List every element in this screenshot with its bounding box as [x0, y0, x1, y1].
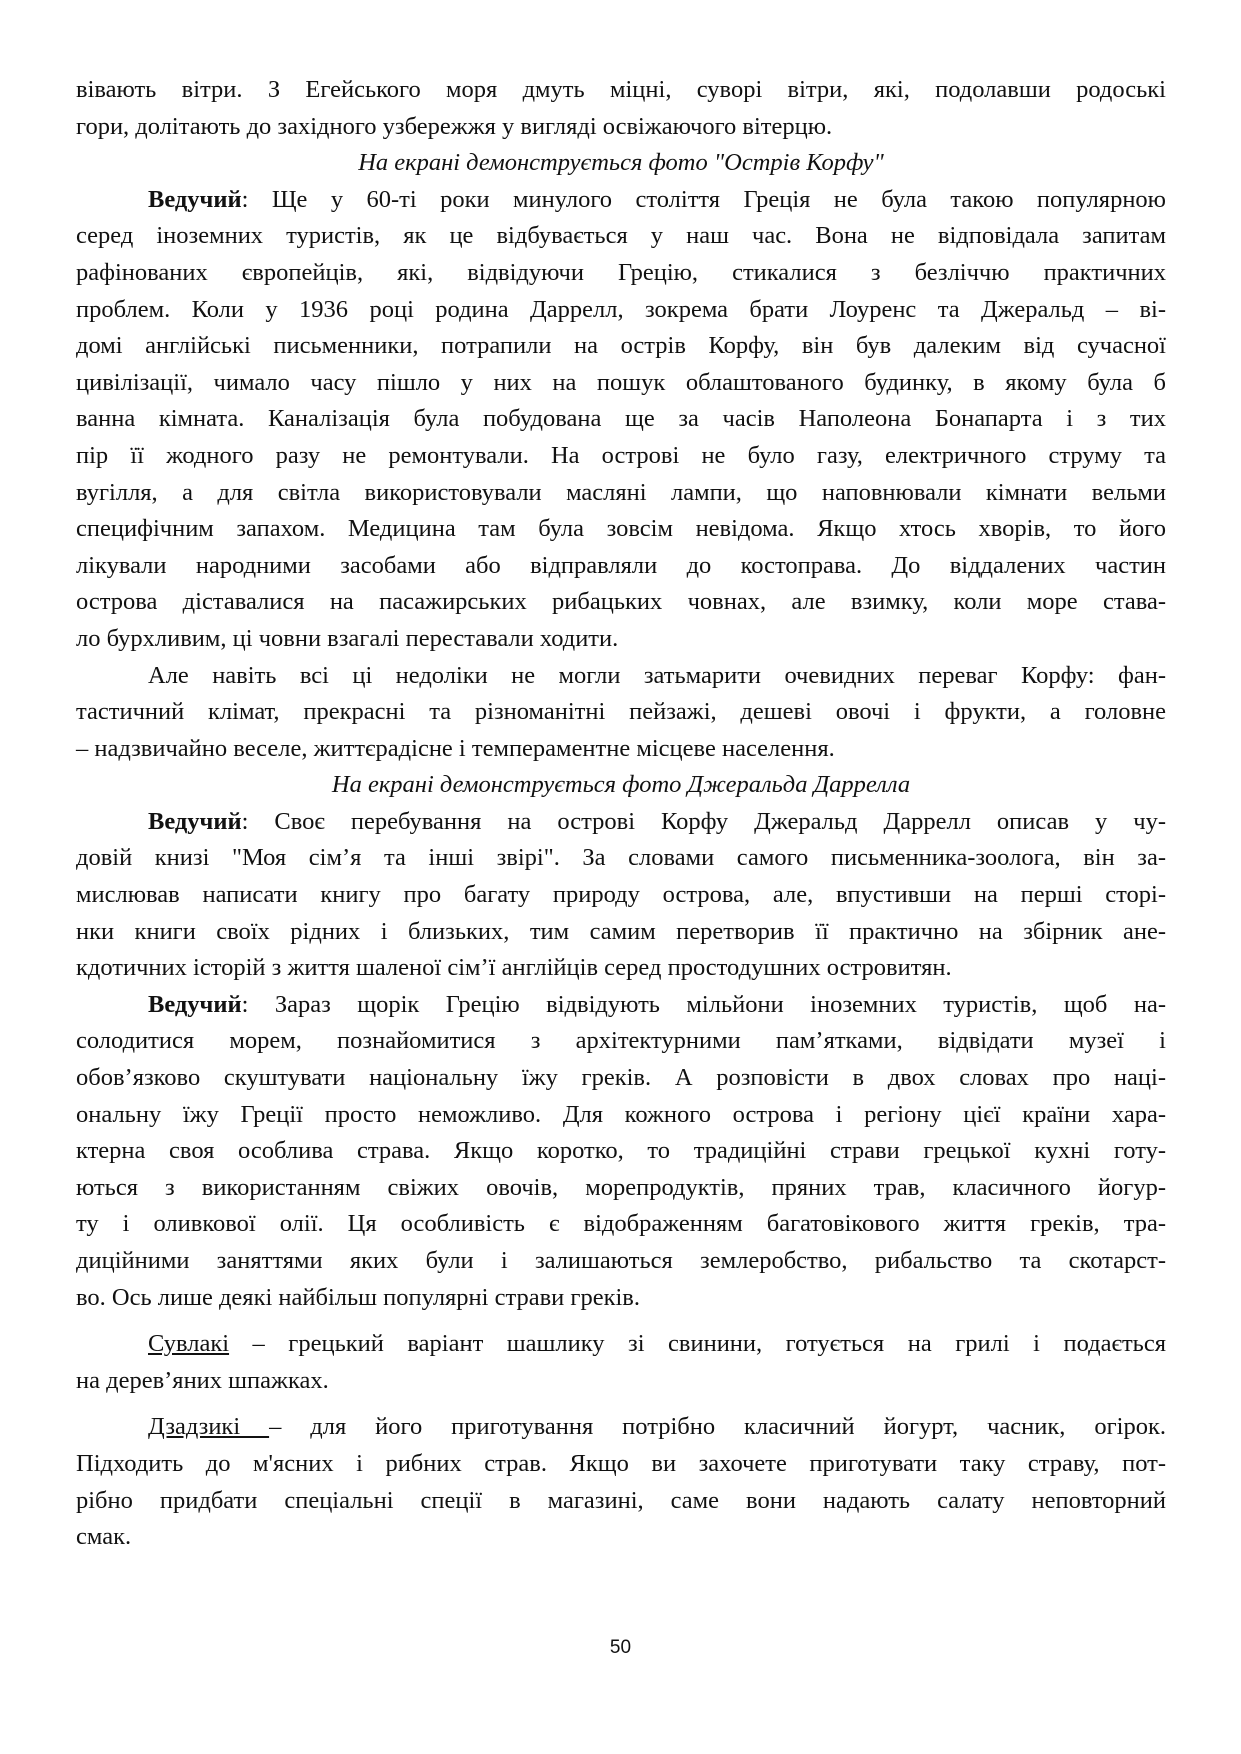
text-line: кдотичних історій з життя шаленої сім’ї англійців серед простодушних островитян. [76, 954, 952, 982]
stage-direction-durrell: На екрані демонструється фото Джеральда Даррелла [331, 771, 911, 799]
paragraph-host-durrell-book [76, 804, 1166, 987]
text-line: вівають вітри. З Егейського моря дмуть міцні, суворі вітри, які, подолавши родоські [76, 76, 1166, 103]
text-line: солодитися морем, познайомитися з архітектурними пам’ятками, відвідати музеї і [76, 1027, 1166, 1055]
text-line: проблем. Коли у 1936 році родина Даррелл, зокрема брати Лоуренс та Джеральд – ві- [76, 295, 1166, 323]
text-line: домі англійські письменники, потрапили на острів Корфу, він був далеким від сучасної [76, 332, 1166, 360]
text-line: во. Ось лише деякі найбільш популярні страви греків. [76, 1283, 640, 1311]
text-span: : Ще у 60-ті роки минулого століття Греція не була такою популярною [241, 185, 1166, 213]
dish-name-tzatziki: Дзадзикі [148, 1413, 270, 1441]
text-line: обов’язково скуштувати національну їжу греків. А розповісти в двох словах про наці- [76, 1064, 1166, 1092]
text-line: лікували народними засобами або відправляли до костоправа. До віддалених частин [76, 551, 1166, 579]
stage-direction-corfu: На екрані демонструється фото "Острів Корфу" [358, 149, 884, 177]
text-line: вугілля, а для світла використовували масляні лампи, що наповнювали кімнати вельми [76, 478, 1166, 506]
text-line: рафінованих європейців, які, відвідуючи Грецію, стикалися з безліччю практичних [76, 258, 1166, 286]
text-span: – для його приготування потрібно класичний йогурт, часник, огірок. [269, 1413, 1166, 1441]
text-line: нки книги своїх рідних і близьких, тим самим перетворив її практично на збірник ане- [76, 917, 1166, 945]
paragraph-winds [76, 72, 1166, 145]
text-line: Підходить до м'ясних і рибних страв. Якщо ви захочете приготувати таку страву, пот- [76, 1449, 1166, 1477]
paragraph-host-corfu-history [76, 182, 1166, 658]
text-line: пір її жодного разу не ремонтували. На острові не було газу, електричного струму та [76, 441, 1166, 469]
text-line [76, 1326, 1166, 1363]
text-line: ло бурхливим, ці човни взагалі переставали ходити. [76, 624, 619, 652]
text-line: диційними заняттями яких були і залишаються землеробство, рибальство та скотарст- [76, 1247, 1166, 1274]
speaker-label: Ведучий [148, 807, 242, 835]
text-line: серед іноземних туристів, як це відбувається у наш час. Вона не відповідала запитам [76, 222, 1166, 250]
text-line: ональну їжу Греції просто неможливо. Для кожного острова і регіону цієї країни хара- [76, 1100, 1166, 1128]
text-line: ванна кімната. Каналізація була побудована ще за часів Наполеона Бонапарта і з тих [76, 405, 1166, 433]
paragraph-host-greek-food [76, 987, 1166, 1316]
text-line: мислював написати книгу про багату природу острова, але, впустивши на перші сторі- [76, 881, 1166, 909]
speaker-label: Ведучий [148, 990, 242, 1018]
paragraph-souvlaki [76, 1326, 1166, 1399]
text-line [76, 987, 1166, 1024]
text-span: : Зараз щорік Грецію відвідують мільйони іноземних туристів, щоб на- [241, 990, 1166, 1018]
text-line: ктерна своя особлива страва. Якщо коротко, то традиційні страви грецької кухні готу- [76, 1137, 1166, 1165]
text-line: рібно придбати спеціальні спеції в магазині, саме вони надають салату неповторний [76, 1486, 1166, 1514]
text-line [76, 1409, 1166, 1446]
text-span: : Своє перебування на острові Корфу Джеральд Даррелл описав у чу- [241, 807, 1166, 835]
text-line: цивілізації, чимало часу пішло у них на пошук облаштованого будинку, в якому була б [76, 368, 1166, 396]
text-line: острова діставалися на пасажирських рибацьких човнах, але взимку, коли море става- [76, 588, 1166, 616]
text-line: ту і оливкової олії. Ця особливість є відображенням багатовікового життя греків, тра- [76, 1210, 1166, 1238]
page-number: 50 [609, 1637, 632, 1658]
text-line: ються з використанням свіжих овочів, морепродуктів, пряних трав, класичного йогур- [76, 1173, 1166, 1201]
dish-name-souvlaki: Сувлакі [148, 1330, 230, 1358]
text-span: – грецький варіант шашлику зі свинини, готується на грилі і подається [229, 1330, 1166, 1358]
text-line: смак. [76, 1523, 132, 1551]
text-line: довій книзі "Моя сім’я та інші звірі". За словами самого письменника-зоолога, він за- [76, 844, 1166, 872]
speaker-label: Ведучий [148, 185, 242, 213]
text-line: Але навіть всі ці недоліки не могли затьмарити очевидних переваг Корфу: фан- [148, 661, 1166, 689]
text-line: на дерев’яних шпажках. [76, 1366, 329, 1394]
text-line: – надзвичайно веселе, життєрадісне і темпераментне місцеве населення. [76, 734, 835, 762]
paragraph-tzatziki [76, 1409, 1166, 1555]
document-page [76, 72, 1166, 1556]
text-line: тастичний клімат, прекрасні та різноманітні пейзажі, дешеві овочі і фрукти, а головне [76, 698, 1166, 726]
text-line: специфічним запахом. Медицина там була зовсім невідома. Якщо хтось хворів, то його [76, 515, 1166, 543]
paragraph-corfu-advantages [76, 658, 1166, 768]
text-line [76, 182, 1166, 219]
text-line [76, 804, 1166, 841]
text-line: гори, долітають до західного узбережжя у вигляді освіжаючого вітерцю. [76, 112, 833, 140]
